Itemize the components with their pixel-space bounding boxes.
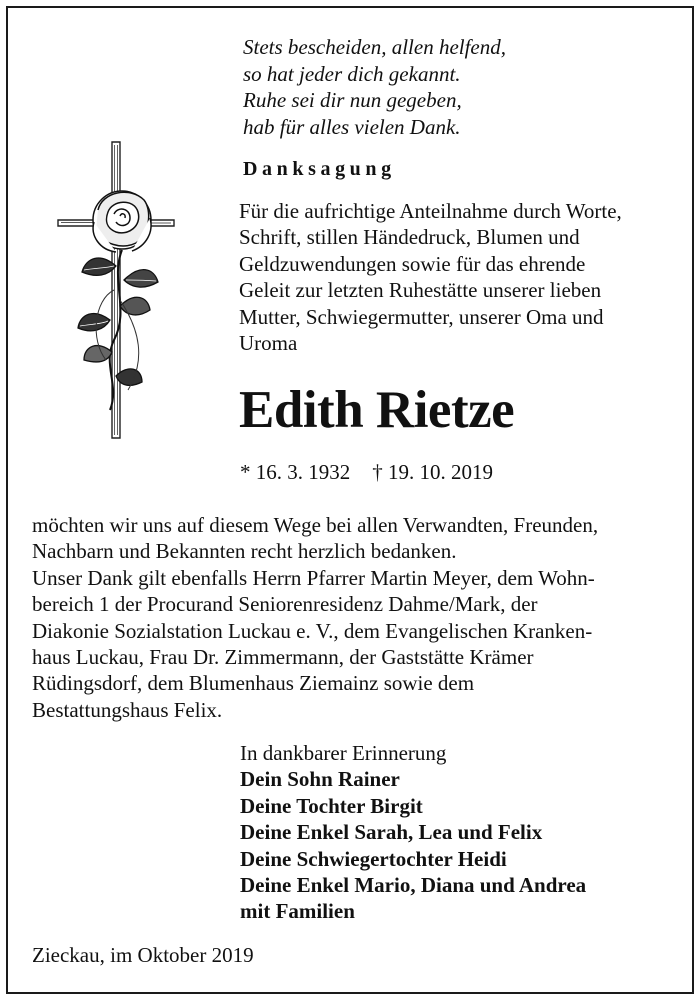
- body-line: Bestattungshaus Felix.: [32, 697, 223, 722]
- cross-with-rose-icon: [50, 140, 180, 440]
- death-date: † 19. 10. 2019: [372, 460, 493, 484]
- body-line: Diakonie Sozialstation Luckau e. V., dem Evangelischen Kranken-: [32, 618, 593, 643]
- signoff-name: Deine Enkel Mario, Diana und Andrea: [240, 873, 587, 898]
- signoff-name: Dein Sohn Rainer: [240, 767, 400, 792]
- body-line: Rüdingsdorf, dem Blumenhaus Ziemainz sowie dem: [32, 671, 475, 696]
- intro-line: Geldzuwendungen sowie für das ehrende: [239, 251, 586, 276]
- signoff-name: Deine Enkel Sarah, Lea und Felix: [240, 820, 543, 845]
- poem-line: so hat jeder dich gekannt.: [243, 61, 461, 86]
- intro-line: Geleit zur letzten Ruhestätte unserer lieben: [239, 278, 602, 303]
- body-line: möchten wir uns auf diesem Wege bei allen Verwandten, Freunden,: [32, 513, 599, 537]
- body-line: haus Luckau, Frau Dr. Zimmermann, der Gaststätte Krämer: [32, 645, 534, 670]
- poem-line: hab für alles vielen Dank.: [243, 114, 461, 139]
- place-and-date: Zieckau, im Oktober 2019: [32, 943, 254, 967]
- intro-line: Schrift, stillen Händedruck, Blumen und: [239, 225, 580, 250]
- family-signoff: [240, 740, 586, 925]
- signoff-intro: In dankbarer Erinnerung: [240, 741, 447, 765]
- notice-heading: Danksagung: [243, 158, 396, 180]
- intro-line: Uroma: [239, 331, 298, 356]
- signoff-name: Deine Tochter Birgit: [240, 793, 423, 818]
- intro-text: [239, 198, 669, 356]
- signoff-name: mit Familien: [240, 899, 355, 924]
- birth-date: * 16. 3. 1932: [240, 460, 351, 484]
- poem-line: Stets bescheiden, allen helfend,: [243, 35, 507, 59]
- intro-line: Für die aufrichtige Anteilnahme durch Worte,: [239, 199, 622, 223]
- poem-line: Ruhe sei dir nun gegeben,: [243, 88, 462, 112]
- body-line: Unser Dank gilt ebenfalls Herrn Pfarrer Martin Meyer, dem Wohn-: [32, 565, 595, 590]
- life-dates: [240, 460, 493, 485]
- intro-line: Mutter, Schwiegermutter, unserer Oma und: [239, 304, 604, 329]
- thanks-text: [32, 512, 672, 723]
- deceased-name: Edith Rietze: [239, 381, 515, 439]
- signoff-name: Deine Schwiegertochter Heidi: [240, 846, 507, 871]
- memorial-poem: [243, 34, 506, 140]
- body-line: bereich 1 der Procurand Seniorenresidenz Dahme/Mark, der: [32, 592, 538, 617]
- body-line: Nachbarn und Bekannten recht herzlich bedanken.: [32, 539, 457, 564]
